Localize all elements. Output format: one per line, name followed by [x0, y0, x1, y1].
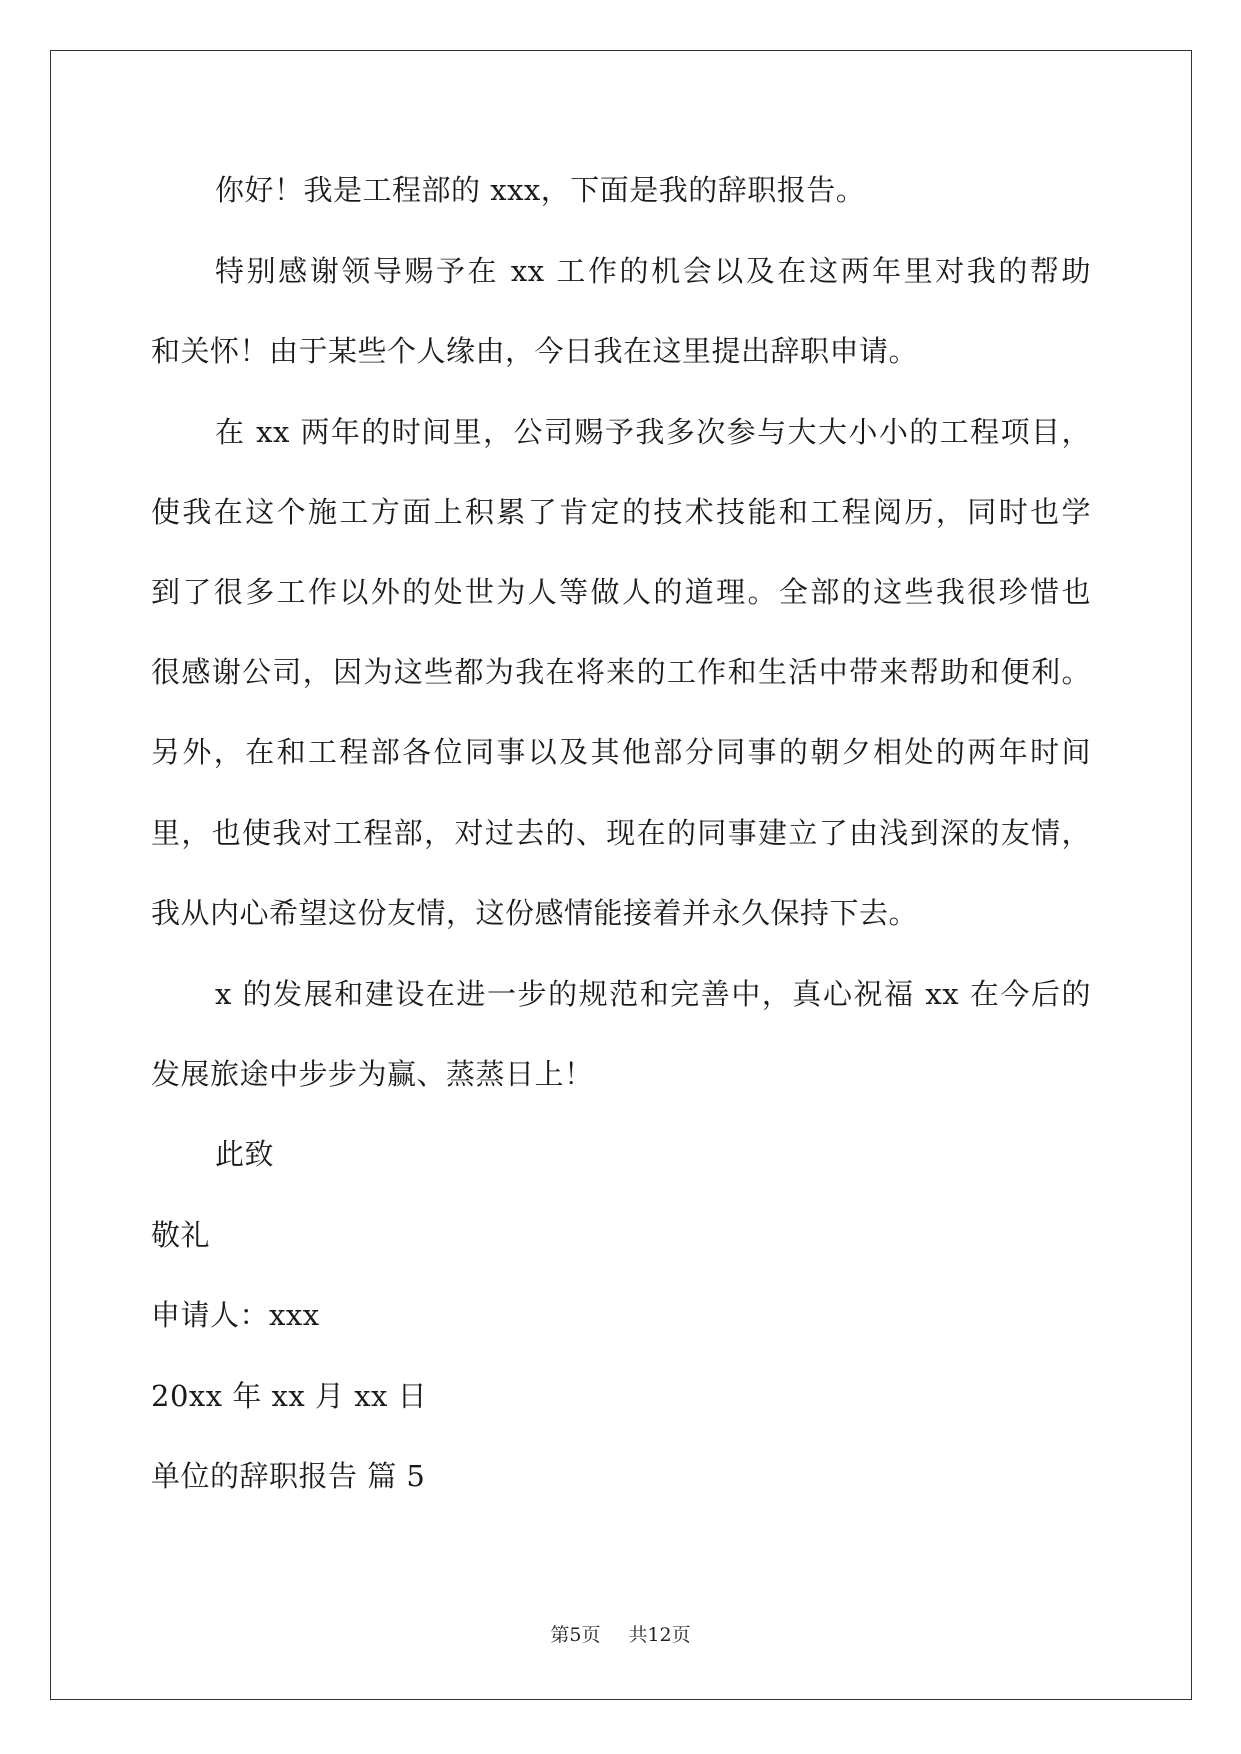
paragraph-line: 我从内心希望这份友情，这份感情能接着并永久保持下去。: [151, 896, 919, 930]
paragraph-line: 里，也使我对工程部，对过去的、现在的同事建立了由浅到深的友情，: [151, 816, 1091, 850]
paragraph-line: 发展旅途中步步为赢、蒸蒸日上！: [151, 1057, 594, 1091]
page-border: [50, 50, 1192, 1700]
date-line: 20xx 年 xx 月 xx 日: [151, 1379, 428, 1413]
page-footer: [0, 1622, 1241, 1648]
paragraph-line: 特别感谢领导赐予在 xx 工作的机会以及在这两年里对我的帮助: [215, 254, 1091, 288]
paragraph-line: x 的发展和建设在进一步的规范和完善中，真心祝福 xx 在今后的: [215, 977, 1091, 1011]
section-heading: 单位的辞职报告 篇 5: [151, 1459, 426, 1493]
paragraph-line: 使我在这个施工方面上积累了肯定的技术技能和工程阅历，同时也学: [151, 495, 1091, 529]
greeting-line: 你好！我是工程部的 xxx，下面是我的辞职报告。: [215, 173, 866, 207]
paragraph-line: 到了很多工作以外的处世为人等做人的道理。全部的这些我很珍惜也: [151, 575, 1091, 609]
page-total: 共12页: [628, 1624, 691, 1646]
paragraph-line: 很感谢公司，因为这些都为我在将来的工作和生活中带来帮助和便利。: [151, 655, 1091, 689]
page-number: 第5页: [550, 1624, 601, 1646]
closing-line: 此致: [215, 1137, 275, 1171]
paragraph-line: 和关怀！由于某些个人缘由，今日我在这里提出辞职申请。: [151, 334, 919, 368]
paragraph-line: 另外，在和工程部各位同事以及其他部分同事的朝夕相处的两年时间: [151, 735, 1091, 769]
applicant-line: 申请人：xxx: [151, 1298, 320, 1332]
paragraph-line: 在 xx 两年的时间里，公司赐予我多次参与大大小小的工程项目，: [215, 415, 1091, 449]
salutation-line: 敬礼: [151, 1218, 211, 1252]
